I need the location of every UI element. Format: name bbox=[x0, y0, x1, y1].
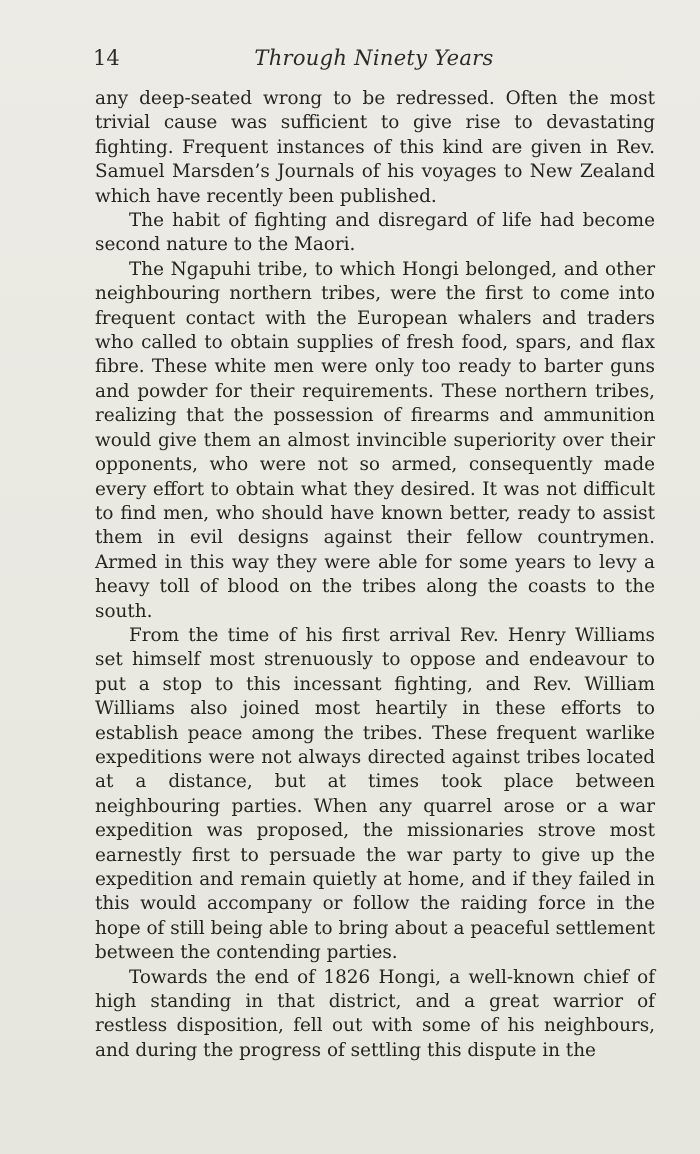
page-header bbox=[93, 44, 655, 78]
body-text bbox=[95, 87, 655, 1063]
paragraph: The Ngapuhi tribe, to which Hongi belonged, and other neighbouring northern tribes, were the first to come into frequent contact with the European whalers and traders who called to obtain supplies of fresh food, spars, and flax fibre. These white men were only too ready to barter guns and powder for their requirements. These northern tribes, realizing that the possession of firearms and ammunition would give them an almost invincible superiority over their opponents, who were not so armed, consequently made every effort to obtain what they desired. It was not difficult to find men, who should have known better, ready to assist them in evil designs against their fellow countrymen. Armed in this way they were able for some years to levy a heavy toll of blood on the tribes along the coasts to the south. bbox=[95, 258, 655, 622]
paragraph: The habit of fighting and disregard of life had become second nature to the Maori. bbox=[95, 210, 655, 256]
paragraph-continued: any deep-seated wrong to be redressed. Often the most trivial cause was sufficient to give rise to devastating fighting. Frequent instances of this kind are given in Rev. Samuel Marsden’s Journals of his voyages to New Zealand which have recently been published. bbox=[95, 88, 655, 207]
paragraph: Towards the end of 1826 Hongi, a well-known chief of high standing in that district, and a great warrior of restless disposition, fell out with some of his neighbours, and during the progress of settling this dispute in the bbox=[95, 966, 655, 1061]
page-number: 14 bbox=[93, 46, 120, 70]
running-title: Through Ninety Years bbox=[254, 46, 494, 70]
paragraph: From the time of his first arrival Rev. Henry Williams set himself most strenuously to oppose and endeavour to put a stop to this incessant fighting, and Rev. William Williams also joined most heartily in these efforts to establish peace among the tribes. These frequent warlike expeditions were not always directed against tribes located at a distance, but at times took place between neighbouring parties. When any quarrel arose or a war expedition was proposed, the missionaries strove most earnestly first to persuade the war party to give up the expedition and remain quietly at home, and if they failed in this would accompany or follow the raiding force in the hope of still being able to bring about a peaceful settlement between the contending parties. bbox=[95, 624, 655, 964]
